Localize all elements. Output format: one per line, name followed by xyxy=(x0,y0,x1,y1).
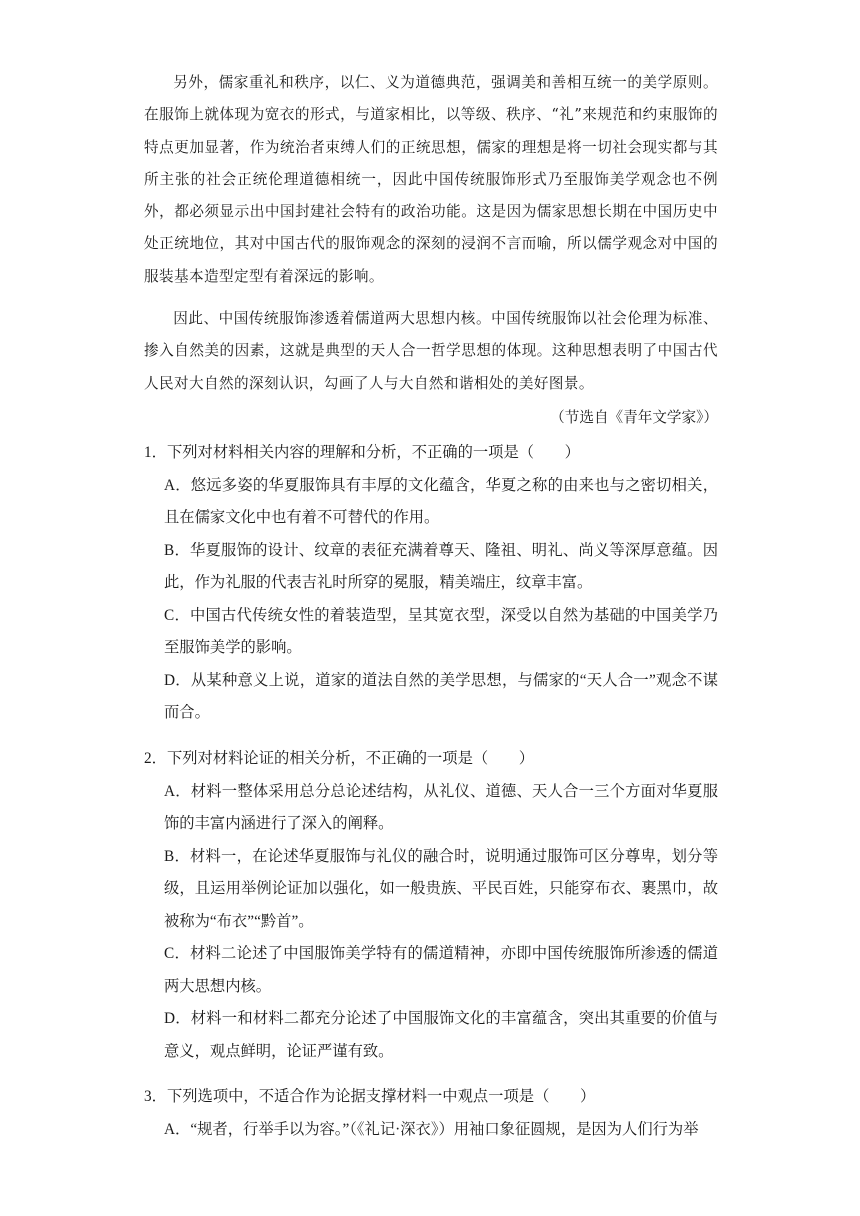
option-b: B．华夏服饰的设计、纹章的表征充满着尊天、隆祖、明礼、尚义等深厚意蕴。因此，作为礼服的代表吉礼时所穿的冕服，精美端庄，纹章丰富。 xyxy=(164,541,718,591)
passage-paragraph-2: 因此、中国传统服饰渗透着儒道两大思想内核。中国传统服饰以社会伦理为标准、掺入自然美的因素，这就是典型的天人合一哲学思想的体现。这种思想表明了中国古代人民对大自然的深刻认识，勾画了人与大自然和谐相处的美好图景。 xyxy=(144,310,718,392)
option-a: A．“规者，行举手以为容。”（《礼记·深衣》）用袖口象征圆规，是因为人们行为举 xyxy=(164,1120,699,1138)
passage-source: （节选自《青年文学家》） xyxy=(550,409,718,426)
question-2 xyxy=(144,743,718,1068)
option-a: A．悠远多姿的华夏服饰具有丰厚的文化蕴含，华夏之称的由来也与之密切相关，且在儒家文化中也有着不可替代的作用。 xyxy=(164,476,718,526)
question-1 xyxy=(144,437,718,730)
option-d: D．从某种意义上说，道家的道法自然的美学思想，与儒家的“天人合一”观念不谋而合。 xyxy=(164,671,718,721)
option-c: C．材料二论述了中国服饰美学特有的儒道精神，亦即中国传统服饰所渗透的儒道两大思想内核。 xyxy=(164,945,718,995)
question-3 xyxy=(144,1081,718,1146)
option-a: A．材料一整体采用总分总论述结构，从礼仪、道德、天人合一三个方面对华夏服饰的丰富内涵进行了深入的阐释。 xyxy=(164,782,718,832)
question-stem: 2．下列对材料论证的相关分析，不正确的一项是（ ） xyxy=(144,750,535,767)
passage-paragraph-1: 另外，儒家重礼和秩序，以仁、义为道德典范，强调美和善相互统一的美学原则。在服饰上就体现为宽衣的形式，与道家相比，以等级、秩序、“礼”来规范和约束服饰的特点更加显著，作为统治者束缚人们的正统思想，儒家的理想是将一切社会现实都与其所主张的社会正统伦理道德相统一，因此中国传统服饰形式乃至服饰美学观念也不例外，都必须显示出中国封建社会特有的政治功能。这是因为儒家思想长期在中国历史中处正统地位，其对中国古代的服饰观念的深刻的浸润不言而喻，所以儒学观念对中国的服装基本造型定型有着深远的影响。 xyxy=(144,74,718,285)
option-c: C．中国古代传统女性的着装造型，呈其宽衣型，深受以自然为基础的中国美学乃至服饰美学的影响。 xyxy=(164,606,718,656)
option-b: B．材料一，在论述华夏服饰与礼仪的融合时，说明通过服饰可区分尊卑，划分等级，且运用举例论证加以强化，如一般贵族、平民百姓，只能穿布衣、裹黑巾，故被称为“布衣”“黔首”。 xyxy=(164,847,718,930)
question-stem: 1．下列对材料相关内容的理解和分析，不正确的一项是（ ） xyxy=(144,444,580,461)
option-d: D．材料一和材料二都充分论述了中国服饰文化的丰富蕴含，突出其重要的价值与意义，观点鲜明，论证严谨有致。 xyxy=(164,1010,718,1060)
question-stem: 3．下列选项中，不适合作为论据支撑材料一中观点一项是（ ） xyxy=(144,1088,596,1105)
